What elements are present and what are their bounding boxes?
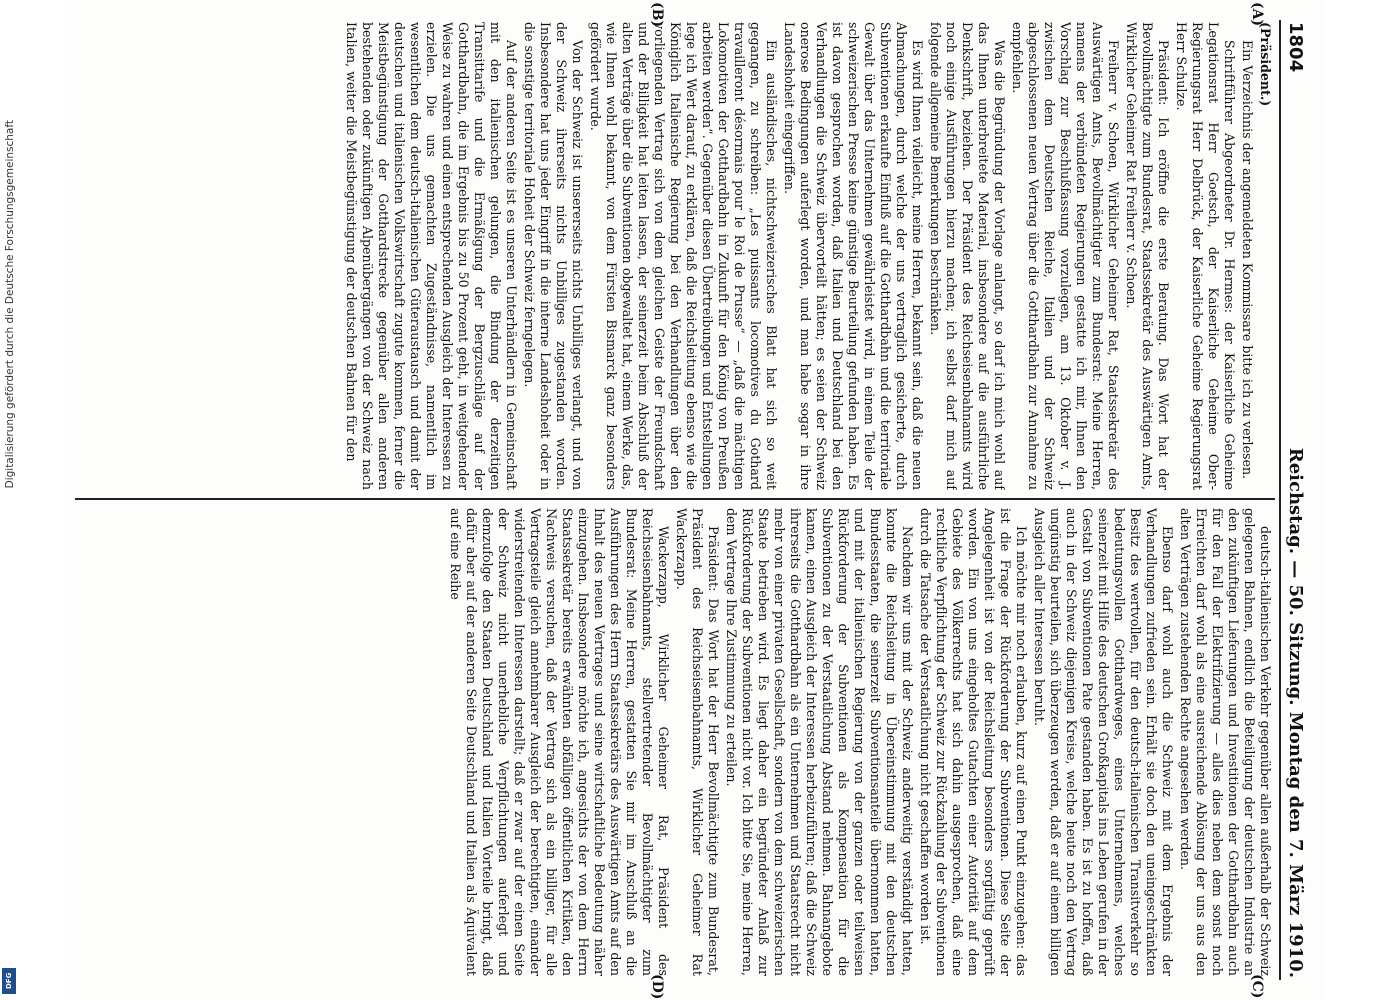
page-header: [1283, 22, 1309, 978]
paragraph: Wackerzapp, Wirklicher Geheimer Rat, Präsident des Reichseisenbahnamts, stellvertretender Bevollmächtigter zum Bundesrat: Meine Herren, gestatten Sie mir im Anschluß an die Ausführungen des Herrn Staatssekretärs des Auswärtigen Amts auf den Inhalt des neuen Vertrages und seine wirtschaftliche Bedeutung näher einzugehen. Insbesondere möchte ich, angesichts der von dem Herrn Staatssekretär bereits erwähnten abfälligen öffentlichen Kritiken, den Nachweis versuchen, daß der Vertrag sich als ein billiger, für alle Vertragsteile gleich annehmbarer Ausgleich der berechtigten, einander widerstreitenden Interessen darstellt; daß er zwar auf der einen Seite der Schweiz nicht unerhebliche Verpflichtungen auferlegt und demzufolge den Staaten Deutschland und Italien Vorteile bringt, daß dafür aber auf der anderen Seite Deutschland und Italien als Äquivalent auf eine Reihe: [448, 508, 671, 976]
page-sheet: [65, 0, 1325, 1000]
paragraph: Was die Begründung der Vorlage anlangt, so darf ich mich wohl auf das Ihnen unterbreitete Material, insbesondere auf die ausführliche Denkschrift, beziehen. Der Präsident des Reichseisenbahnamts wird noch einige Ausführungen hierzu machen; ich selbst darf mich auf folgende allgemeine Bemerkungen beschränken.: [928, 22, 1007, 490]
paragraph: Ich möchte mir noch erlauben, kurz auf einen Punkt einzugehen: das ist die Frage der Rückforderung der Subventionen. Diese Seite der Angelegenheit ist von der Reichsleitung besonders sorgfältig geprüft worden. Ein von uns eingeholtes Gutachten einer Autorität auf dem Gebiete des Völkerrechts hat sich dahin ausgesprochen, daß eine rechtliche Verpflichtung der Schweiz zur Rückzahlung der Subventionen durch die Tatsache der Verstaatlichung nicht geschaffen worden ist.: [918, 508, 1029, 976]
paragraph: Es wird Ihnen vielleicht, meine Herren, bekannt sein, daß die neuen Abmachungen, durch welche der uns vertraglich gesicherte, durch Subventionen erkaufte Einfluß auf die Gotthardbahn und die territoriale Gewalt über das Unternehmen gewährleistet wird, in einem Teile der schweizerischen Presse keine günstige Beurteilung gefunden haben. Es ist davon gesprochen worden, daß Italien und Deutschland bei den Verhandlungen die Schweiz übervorteilt hätten; es seien der Schweiz onerose Bedingungen auferlegt worden, und man habe sogar in ihre Landeshoheit eingegriffen.: [782, 22, 925, 490]
page-title: Reichstag. — 50. Sitzung. Montag den 7. März 1910.: [1285, 447, 1307, 978]
margin-mark-a: (A): [1249, 2, 1265, 27]
paragraph: Freiherr v. Schoen, Wirklicher Geheimer Rat, Staatssekretär des Auswärtigen Amts, Bevollmächtigter zum Bundesrat: Meine Herren, namens der verbündeten Regierungen gestatte ich mir, Ihnen den Vorschlag zur Beschlußfassung vorzulegen, am 13. Oktober v. J. zwischen dem Deutschen Reiche, Italien und der Schweiz abgeschlossenen neuen Vertrag über die Gotthardbahn zur Annahme zu empfehlen.: [1010, 22, 1121, 490]
left-text-column: [75, 22, 1273, 490]
paragraph: Präsident: Ich eröffne die erste Beratung. Das Wort hat der Bevollmächtigte zum Bundesrat, Staatssekretär des Auswärtigen Amts, Wirklicher Geheimer Rat Freiherr v. Schoen.: [1124, 22, 1171, 490]
funding-notice: Digitalisierung gefördert durch die Deutsche Forschungsgemeinschaft: [4, 120, 16, 489]
dfg-logo: DFG: [2, 968, 16, 994]
column-divider: [75, 498, 1275, 500]
paragraph: Auf der anderen Seite ist es unseren Unterhändlern in Gemeinschaft mit den italienischen gelungen, die Bindung der derzeitigen Transittarife und die Ermäßigung der Bergzuschläge auf der Gotthardbahn, die im Ergebnis bis zu 50 Prozent geht, in weitgehender Weise zu wahren und einen entsprechenden Ausgleich der Interessen zu erzielen. Die uns gemachten Zugeständnisse, namentlich im wesentlichen dem deutsch-italienischen Güteraustausch und damit der deutschen und italienischen Volkswirtschaft zugute kommen, ferner die Meistbegünstigung der Gotthardstrecke gegenüber allen anderen bestehenden oder zukünftigen Alpenübergängen von der Schweiz nach Italien, weiter die Meistbegünstigung der deutschen Bahnen für den: [344, 22, 519, 490]
header-rule: [1279, 20, 1281, 980]
margin-mark-b: (B): [649, 2, 665, 28]
paragraph: Nachdem wir uns mit der Schweiz anderweitig verständigt hatten, konnte die Reichsleitung in Übereinstimmung mit den deutschen Bundesstaaten, die seinerzeit Subventionsanteile übernommen hatten, und mit der italienischen Regierung von der ganzen oder teilweisen Rückforderung der Subventionen als Kompensation für die Subventionen zu der Verstaatlichung Abstand nehmen. Bahnangebote kamen, einen Ausgleich der Interessen herbeizuführen; daß die Schweiz ihrerseits die Gotthardbahn als ein Unternehmen und Staatsrecht nicht mehr von einer privaten Gesellschaft, sondern von dem schweizerischen Staate betrieben wird. Es liegt daher ein begründeter Anlaß zur Rückforderung der Subventionen nicht vor. Ich bitte Sie, meine Herren, dem Vertrage Ihre Zustimmung zu erteilen.: [724, 508, 915, 976]
paragraph: Präsident: Das Wort hat der Herr Bevollmächtigte zum Bundesrat, Präsident des Reichseisenbahnamts, Wirklicher Geheimer Rat Wackerzapp.: [674, 508, 721, 976]
page-number: 1804: [1285, 22, 1307, 73]
right-text-column: [75, 508, 1273, 976]
paragraph: Von der Schweiz ist unsererseits nichts Unbilliges verlangt, und von der Schweiz ihrerseits nichts Unbilliges zugestanden worden. Insbesondere hat uns jeder Eingriff in die interne Landeshoheit oder in die sonstige territoriale Hoheit der Schweiz ferngelegen.: [522, 22, 585, 490]
paragraph: Ebenso darf wohl auch die Schweiz mit dem Ergebnis der Verhandlungen zufrieden sein. Erhält sie doch den uneingeschränkten Besitz des wertvollen, für den deutsch-italienischen Transitverkehr so bedeutungsvollen Gotthardweges, eines Unternehmens, welches seinerzeit mit Hilfe des deutschen Großkapitals ins Leben gerufen in der Gestalt von Subventionen Pate gestanden haben. Es ist zu hoffen, daß auch in der Schweiz diejenigen Kreise, welche heute noch den Vertrag ungünstig beurteilen, sich überzeugen werden, daß er auf einem billigen Ausgleich aller Interessen beruht.: [1032, 508, 1175, 976]
paragraph: deutsch-italienischen Verkehr gegenüber allen außerhalb der Schweiz gelegenen Bahnen, endlich die Beteiligung der deutschen Industrie an den zukünftigen Lieferungen und Investitionen der Gotthardbahn auch für den Fall der Elektrifizierung — alles dies neben dem sonst noch Erreichten darf wohl als eine ausreichende Ablösung der uns aus den alten Verträgen zustehenden Rechte angesehen werden.: [1178, 508, 1273, 976]
speaker-label: (Präsident.): [1258, 22, 1273, 107]
rotated-page-scan: [65, 0, 1325, 1000]
paragraph: Ein Verzeichnis der angemeldeten Kommissare bitte ich zu verlesen.: [1240, 40, 1255, 480]
paragraph: Ein ausländisches, nichtschweizerisches Blatt hat sich so weit gegangen, zu schreiben: „Les puissants locomotives du Gothard travailleront désormais pour le Roi de Prusse“ — „daß die mächtigen Lokomotiven der Gotthardbahn in Zukunft für den König von Preußen arbeiten werden“. Gegenüber diesen Übertreibungen und Entstellungen lege ich Wert darauf, zu erklären, daß die Reichsleitung ebenso wie die Königlich Italienische Regierung bei den Verhandlungen über den vorliegenden Vertrag sich von dem gleichen Geiste der Freundschaft und der Billigkeit hat leiten lassen, der seinerzeit beim Abschluß der alten Verträge über die Subventionen obgewaltet hat, einem Werke, das, wie Ihnen wohl bekannt, von dem Fürsten Bismarck ganz besonders gefördert wurde.: [588, 22, 779, 490]
paragraph: Schriftführer Abgeordneter Dr. Hermes: der Kaiserliche Geheime Legationsrat Herr Goetsch, der Kaiserliche Geheime Ober-Regierungsrat Herr Delbrück, der Kaiserliche Geheime Regierungsrat Herr Schulze.: [1174, 22, 1237, 490]
margin-mark-d: (D): [649, 974, 665, 1000]
margin-mark-c: (C): [1249, 974, 1265, 999]
